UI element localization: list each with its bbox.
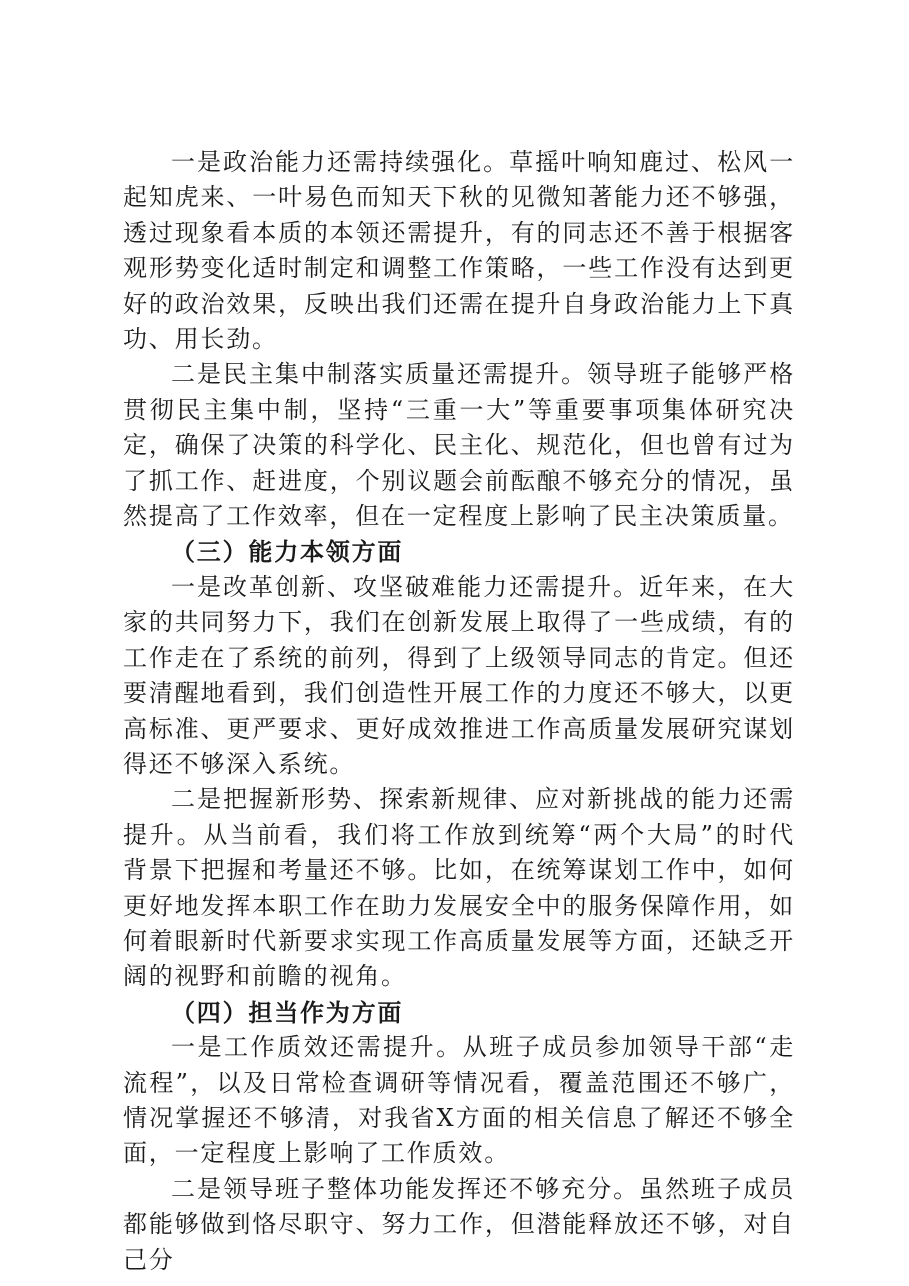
paragraph-work-effectiveness: 一是工作质效还需提升。从班子成员参加领导干部“走流程”，以及日常检查调研等情况看，覆盖范围还不够广，情况掌握还不够清，对我省X方面的相关信息了解还不够全面，一定程度上影响了工作质效。 [123, 1033, 795, 1168]
paragraph-political-ability: 一是政治能力还需持续强化。草摇叶响知鹿过、松风一起知虎来、一叶易色而知天下秋的见微知著能力还不够强，透过现象看本质的本领还需提升，有的同志还不善于根据客观形势变化适时制定和调整工作策略，一些工作没有达到更好的政治效果，反映出我们还需在提升自身政治能力上下真功、用长劲。 [123, 148, 795, 354]
paragraph-democratic-centralism: 二是民主集中制落实质量还需提升。领导班子能够严格贯彻民主集中制，坚持“三重一大”等重要事项集体研究决定，确保了决策的科学化、民主化、规范化，但也曾有过为了抓工作、赶进度，个别议题会前酝酿不够充分的情况，虽然提高了工作效率，但在一定程度上影响了民主决策质量。 [123, 360, 795, 531]
paragraph-reform-innovation: 一是改革创新、攻坚破难能力还需提升。近年来，在大家的共同努力下，我们在创新发展上取得了一些成绩，有的工作走在了系统的前列，得到了上级领导同志的肯定。但还要清醒地看到，我们创造性开展工作的力度还不够大，以更高标准、更严要求、更好成效推进工作高质量发展研究谋划得还不够深入系统。 [123, 572, 795, 778]
section-heading-ability: （三）能力本领方面 [171, 537, 404, 567]
paragraph-team-function: 二是领导班子整体功能发挥还不够充分。虽然班子成员都能够做到恪尽职守、努力工作，但潜能释放还不够，对自己分 [123, 1174, 795, 1274]
paragraph-new-situation: 二是把握新形势、探索新规律、应对新挑战的能力还需提升。从当前看，我们将工作放到统筹“两个大局”的时代背景下把握和考量还不够。比如，在统筹谋划工作中，如何更好地发挥本职工作在助力发展安全中的服务保障作用，如何着眼新时代新要求实现工作高质量发展等方面，还缺乏开阔的视野和前瞻的视角。 [123, 785, 795, 991]
section-heading-responsibility: （四）担当作为方面 [171, 997, 404, 1027]
document-body [123, 145, 795, 1278]
